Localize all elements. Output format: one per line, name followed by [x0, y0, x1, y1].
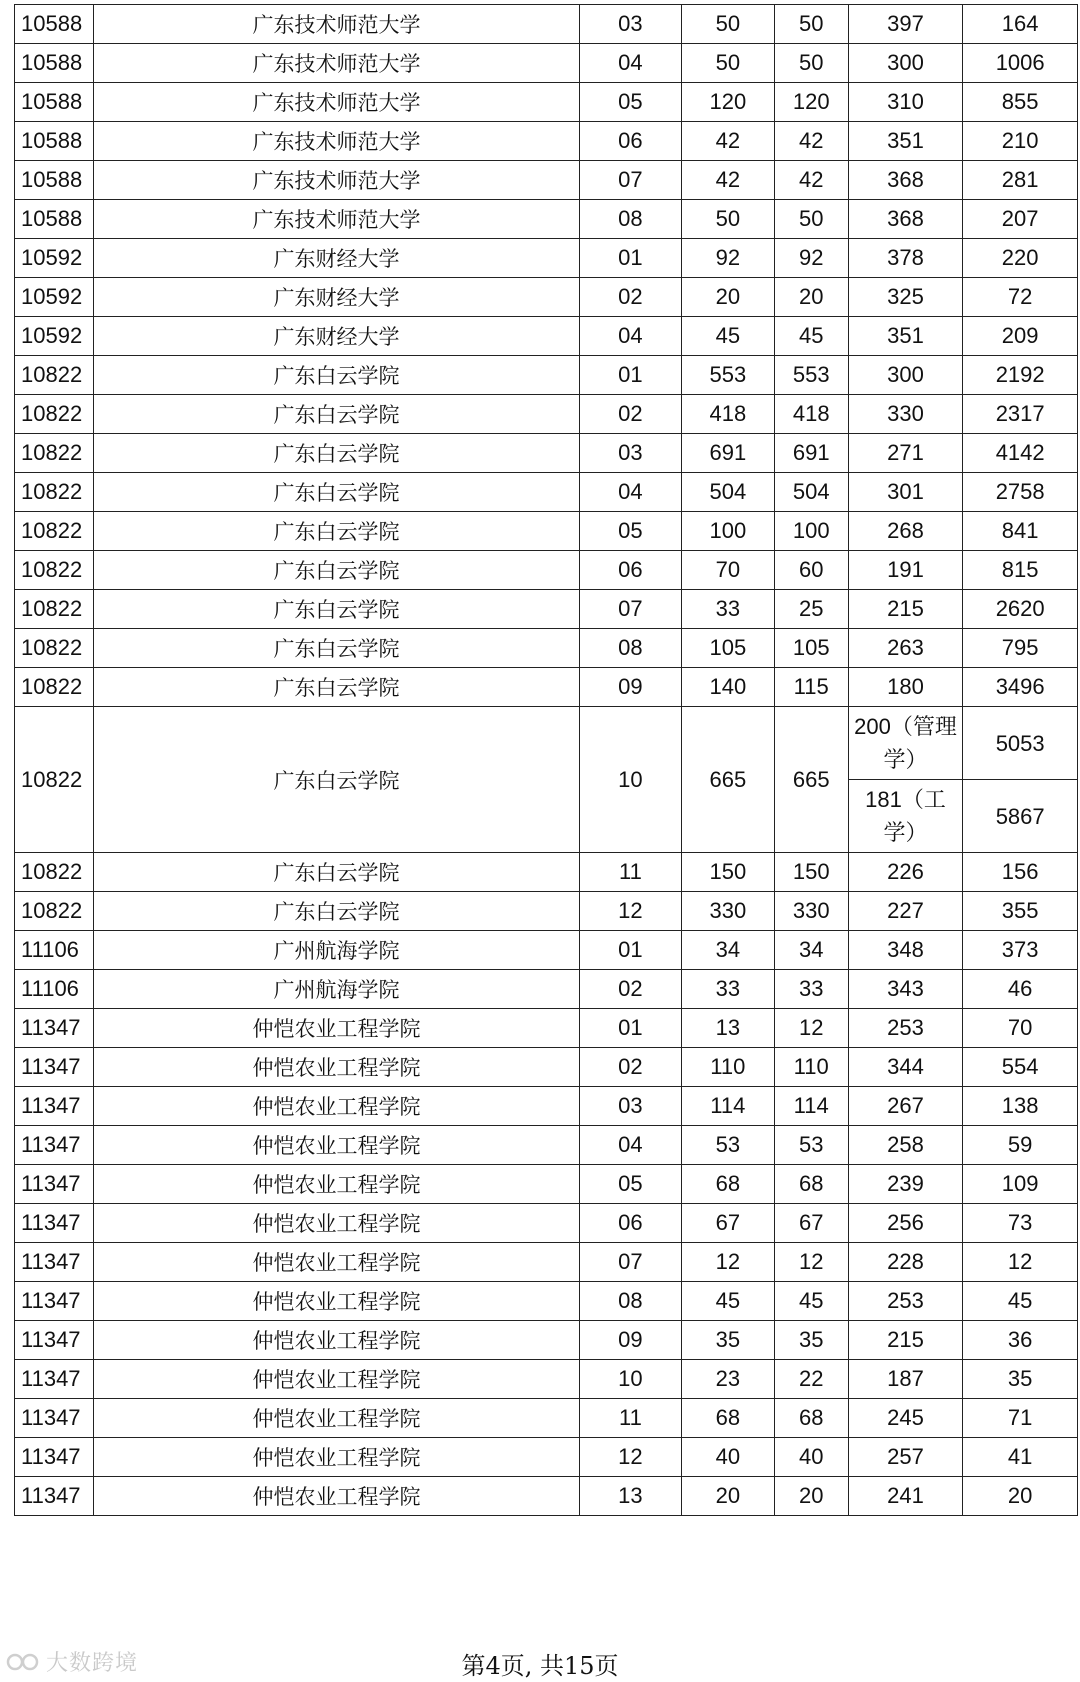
- min-score-cell: 228: [848, 1243, 963, 1282]
- admitted-count-cell: 114: [774, 1087, 848, 1126]
- plan-count-cell: 418: [681, 395, 774, 434]
- school-code-cell: 10588: [15, 200, 94, 239]
- major-code-cell: 05: [579, 1165, 681, 1204]
- admitted-count-cell: 42: [774, 161, 848, 200]
- plan-count-cell: 53: [681, 1126, 774, 1165]
- major-code-cell: 01: [579, 356, 681, 395]
- school-name-cell: 广东白云学院: [94, 629, 580, 668]
- school-name-cell: 广东技术师范大学: [94, 5, 580, 44]
- min-score-cell: 181（工学）: [848, 780, 963, 853]
- min-score-cell: 397: [848, 5, 963, 44]
- school-name-cell: 仲恺农业工程学院: [94, 1204, 580, 1243]
- table-row: [15, 434, 1078, 473]
- plan-count-cell: 33: [681, 970, 774, 1009]
- major-code-cell: 04: [579, 473, 681, 512]
- plan-count-cell: 20: [681, 278, 774, 317]
- school-name-cell: 广东白云学院: [94, 356, 580, 395]
- plan-count-cell: 34: [681, 931, 774, 970]
- min-score-cell: 241: [848, 1477, 963, 1516]
- applicant-count-cell: 281: [963, 161, 1078, 200]
- school-name-cell: 广东白云学院: [94, 551, 580, 590]
- table-row: [15, 1399, 1078, 1438]
- major-code-cell: 03: [579, 5, 681, 44]
- school-code-cell: 11347: [15, 1399, 94, 1438]
- admitted-count-cell: 33: [774, 970, 848, 1009]
- school-name-cell: 广东白云学院: [94, 853, 580, 892]
- table-row: [15, 473, 1078, 512]
- applicant-count-cell: 355: [963, 892, 1078, 931]
- applicant-count-cell: 815: [963, 551, 1078, 590]
- major-code-cell: 02: [579, 1048, 681, 1087]
- applicant-count-cell: 373: [963, 931, 1078, 970]
- major-code-cell: 10: [579, 707, 681, 853]
- applicant-count-cell: 12: [963, 1243, 1078, 1282]
- school-name-cell: 仲恺农业工程学院: [94, 1087, 580, 1126]
- table-row: [15, 1048, 1078, 1087]
- applicant-count-cell: 71: [963, 1399, 1078, 1438]
- table-row: [15, 239, 1078, 278]
- school-name-cell: 广东技术师范大学: [94, 200, 580, 239]
- plan-count-cell: 691: [681, 434, 774, 473]
- table-row: [15, 512, 1078, 551]
- table-row: [15, 892, 1078, 931]
- applicant-count-cell: 72: [963, 278, 1078, 317]
- admitted-count-cell: 418: [774, 395, 848, 434]
- school-code-cell: 10588: [15, 83, 94, 122]
- table-row: [15, 1438, 1078, 1477]
- min-score-cell: 300: [848, 356, 963, 395]
- min-score-cell: 343: [848, 970, 963, 1009]
- applicant-count-cell: 156: [963, 853, 1078, 892]
- admitted-count-cell: 25: [774, 590, 848, 629]
- school-name-cell: 广东技术师范大学: [94, 44, 580, 83]
- major-code-cell: 01: [579, 931, 681, 970]
- table-row: [15, 161, 1078, 200]
- major-code-cell: 05: [579, 83, 681, 122]
- admitted-count-cell: 53: [774, 1126, 848, 1165]
- min-score-cell: 351: [848, 317, 963, 356]
- applicant-count-cell: 210: [963, 122, 1078, 161]
- plan-count-cell: 68: [681, 1165, 774, 1204]
- applicant-count-cell: 554: [963, 1048, 1078, 1087]
- school-code-cell: 11347: [15, 1438, 94, 1477]
- major-code-cell: 02: [579, 278, 681, 317]
- plan-count-cell: 665: [681, 707, 774, 853]
- school-code-cell: 10822: [15, 668, 94, 707]
- table-row: [15, 44, 1078, 83]
- major-code-cell: 01: [579, 1009, 681, 1048]
- min-score-cell: 368: [848, 161, 963, 200]
- table-row: [15, 1321, 1078, 1360]
- min-score-cell: 245: [848, 1399, 963, 1438]
- applicant-count-cell: 220: [963, 239, 1078, 278]
- table-row: [15, 1477, 1078, 1516]
- applicant-count-cell: 2758: [963, 473, 1078, 512]
- plan-count-cell: 50: [681, 200, 774, 239]
- min-score-cell: 226: [848, 853, 963, 892]
- school-name-cell: 广东白云学院: [94, 892, 580, 931]
- table-row: [15, 317, 1078, 356]
- admitted-count-cell: 50: [774, 44, 848, 83]
- school-name-cell: 广州航海学院: [94, 970, 580, 1009]
- plan-count-cell: 40: [681, 1438, 774, 1477]
- admitted-count-cell: 691: [774, 434, 848, 473]
- min-score-cell: 215: [848, 590, 963, 629]
- school-code-cell: 11106: [15, 970, 94, 1009]
- school-name-cell: 仲恺农业工程学院: [94, 1438, 580, 1477]
- school-code-cell: 10592: [15, 278, 94, 317]
- admitted-count-cell: 120: [774, 83, 848, 122]
- applicant-count-cell: 109: [963, 1165, 1078, 1204]
- min-score-cell: 300: [848, 44, 963, 83]
- min-score-cell: 187: [848, 1360, 963, 1399]
- admitted-count-cell: 20: [774, 1477, 848, 1516]
- plan-count-cell: 12: [681, 1243, 774, 1282]
- school-code-cell: 11347: [15, 1282, 94, 1321]
- school-name-cell: 仲恺农业工程学院: [94, 1399, 580, 1438]
- plan-count-cell: 140: [681, 668, 774, 707]
- school-name-cell: 广东白云学院: [94, 434, 580, 473]
- applicant-count-cell: 5867: [963, 780, 1078, 853]
- min-score-cell: 253: [848, 1009, 963, 1048]
- school-name-cell: 广东白云学院: [94, 512, 580, 551]
- applicant-count-cell: 36: [963, 1321, 1078, 1360]
- applicant-count-cell: 1006: [963, 44, 1078, 83]
- applicant-count-cell: 45: [963, 1282, 1078, 1321]
- major-code-cell: 12: [579, 892, 681, 931]
- school-code-cell: 10588: [15, 161, 94, 200]
- min-score-cell: 330: [848, 395, 963, 434]
- admitted-count-cell: 45: [774, 317, 848, 356]
- major-code-cell: 03: [579, 434, 681, 473]
- major-code-cell: 11: [579, 1399, 681, 1438]
- school-name-cell: 广东白云学院: [94, 473, 580, 512]
- school-code-cell: 11347: [15, 1126, 94, 1165]
- table-row: [15, 551, 1078, 590]
- min-score-cell: 180: [848, 668, 963, 707]
- plan-count-cell: 70: [681, 551, 774, 590]
- applicant-count-cell: 59: [963, 1126, 1078, 1165]
- applicant-count-cell: 2620: [963, 590, 1078, 629]
- plan-count-cell: 50: [681, 44, 774, 83]
- min-score-cell: 310: [848, 83, 963, 122]
- table-row: [15, 1204, 1078, 1243]
- applicant-count-cell: 41: [963, 1438, 1078, 1477]
- school-code-cell: 10588: [15, 122, 94, 161]
- major-code-cell: 06: [579, 551, 681, 590]
- plan-count-cell: 504: [681, 473, 774, 512]
- school-code-cell: 10822: [15, 853, 94, 892]
- min-score-cell: 378: [848, 239, 963, 278]
- major-code-cell: 04: [579, 317, 681, 356]
- school-name-cell: 广东财经大学: [94, 239, 580, 278]
- school-code-cell: 10592: [15, 317, 94, 356]
- major-code-cell: 02: [579, 395, 681, 434]
- min-score-cell: 271: [848, 434, 963, 473]
- major-code-cell: 07: [579, 1243, 681, 1282]
- table-row: [15, 629, 1078, 668]
- school-name-cell: 仲恺农业工程学院: [94, 1477, 580, 1516]
- admitted-count-cell: 100: [774, 512, 848, 551]
- min-score-cell: 191: [848, 551, 963, 590]
- applicant-count-cell: 841: [963, 512, 1078, 551]
- school-name-cell: 仲恺农业工程学院: [94, 1321, 580, 1360]
- school-name-cell: 仲恺农业工程学院: [94, 1165, 580, 1204]
- school-name-cell: 广东技术师范大学: [94, 122, 580, 161]
- school-code-cell: 10822: [15, 551, 94, 590]
- major-code-cell: 09: [579, 668, 681, 707]
- min-score-cell: 253: [848, 1282, 963, 1321]
- applicant-count-cell: 2192: [963, 356, 1078, 395]
- major-code-cell: 09: [579, 1321, 681, 1360]
- min-score-cell: 263: [848, 629, 963, 668]
- major-code-cell: 07: [579, 161, 681, 200]
- applicant-count-cell: 164: [963, 5, 1078, 44]
- admitted-count-cell: 40: [774, 1438, 848, 1477]
- plan-count-cell: 35: [681, 1321, 774, 1360]
- table-row: [15, 853, 1078, 892]
- admission-table: [14, 4, 1078, 1516]
- table-row: [15, 83, 1078, 122]
- plan-count-cell: 120: [681, 83, 774, 122]
- school-name-cell: 广东财经大学: [94, 278, 580, 317]
- table-row: [15, 590, 1078, 629]
- table-row: [15, 122, 1078, 161]
- applicant-count-cell: 3496: [963, 668, 1078, 707]
- major-code-cell: 04: [579, 44, 681, 83]
- school-name-cell: 仲恺农业工程学院: [94, 1126, 580, 1165]
- min-score-cell: 348: [848, 931, 963, 970]
- plan-count-cell: 50: [681, 5, 774, 44]
- plan-count-cell: 553: [681, 356, 774, 395]
- major-code-cell: 08: [579, 1282, 681, 1321]
- table-row: [15, 931, 1078, 970]
- plan-count-cell: 67: [681, 1204, 774, 1243]
- admitted-count-cell: 68: [774, 1399, 848, 1438]
- table-row: [15, 1282, 1078, 1321]
- admitted-count-cell: 68: [774, 1165, 848, 1204]
- admitted-count-cell: 20: [774, 278, 848, 317]
- school-code-cell: 11347: [15, 1087, 94, 1126]
- table-row: [15, 356, 1078, 395]
- min-score-cell: 200（管理学）: [848, 707, 963, 780]
- plan-count-cell: 33: [681, 590, 774, 629]
- plan-count-cell: 42: [681, 161, 774, 200]
- school-name-cell: 广东财经大学: [94, 317, 580, 356]
- school-code-cell: 10822: [15, 395, 94, 434]
- school-code-cell: 10822: [15, 892, 94, 931]
- applicant-count-cell: 207: [963, 200, 1078, 239]
- admitted-count-cell: 60: [774, 551, 848, 590]
- major-code-cell: 05: [579, 512, 681, 551]
- admitted-count-cell: 150: [774, 853, 848, 892]
- table-row: [15, 1243, 1078, 1282]
- school-code-cell: 10822: [15, 590, 94, 629]
- major-code-cell: 08: [579, 629, 681, 668]
- plan-count-cell: 42: [681, 122, 774, 161]
- major-code-cell: 06: [579, 1204, 681, 1243]
- min-score-cell: 257: [848, 1438, 963, 1477]
- school-name-cell: 仲恺农业工程学院: [94, 1360, 580, 1399]
- admitted-count-cell: 22: [774, 1360, 848, 1399]
- min-score-cell: 215: [848, 1321, 963, 1360]
- major-code-cell: 02: [579, 970, 681, 1009]
- min-score-cell: 344: [848, 1048, 963, 1087]
- major-code-cell: 01: [579, 239, 681, 278]
- plan-count-cell: 114: [681, 1087, 774, 1126]
- applicant-count-cell: 4142: [963, 434, 1078, 473]
- min-score-cell: 325: [848, 278, 963, 317]
- school-code-cell: 11347: [15, 1321, 94, 1360]
- school-name-cell: 广东白云学院: [94, 590, 580, 629]
- school-code-cell: 10588: [15, 5, 94, 44]
- min-score-cell: 258: [848, 1126, 963, 1165]
- school-name-cell: 广东技术师范大学: [94, 83, 580, 122]
- table-row: [15, 200, 1078, 239]
- plan-count-cell: 45: [681, 1282, 774, 1321]
- admitted-count-cell: 92: [774, 239, 848, 278]
- school-name-cell: 广东白云学院: [94, 707, 580, 853]
- admitted-count-cell: 665: [774, 707, 848, 853]
- school-code-cell: 10822: [15, 434, 94, 473]
- table-row: [15, 1126, 1078, 1165]
- plan-count-cell: 13: [681, 1009, 774, 1048]
- plan-count-cell: 100: [681, 512, 774, 551]
- school-name-cell: 广州航海学院: [94, 931, 580, 970]
- major-code-cell: 03: [579, 1087, 681, 1126]
- applicant-count-cell: 73: [963, 1204, 1078, 1243]
- school-code-cell: 10592: [15, 239, 94, 278]
- admitted-count-cell: 42: [774, 122, 848, 161]
- table-row: [15, 668, 1078, 707]
- page-number: 第4页, 共15页: [461, 1652, 619, 1680]
- plan-count-cell: 330: [681, 892, 774, 931]
- school-code-cell: 10588: [15, 44, 94, 83]
- applicant-count-cell: 138: [963, 1087, 1078, 1126]
- admitted-count-cell: 67: [774, 1204, 848, 1243]
- applicant-count-cell: 46: [963, 970, 1078, 1009]
- min-score-cell: 268: [848, 512, 963, 551]
- plan-count-cell: 45: [681, 317, 774, 356]
- major-code-cell: 08: [579, 200, 681, 239]
- admitted-count-cell: 330: [774, 892, 848, 931]
- school-name-cell: 仲恺农业工程学院: [94, 1282, 580, 1321]
- admitted-count-cell: 110: [774, 1048, 848, 1087]
- school-code-cell: 11347: [15, 1009, 94, 1048]
- admitted-count-cell: 12: [774, 1243, 848, 1282]
- table-row: [15, 5, 1078, 44]
- admitted-count-cell: 12: [774, 1009, 848, 1048]
- applicant-count-cell: 20: [963, 1477, 1078, 1516]
- school-code-cell: 11347: [15, 1243, 94, 1282]
- major-code-cell: 13: [579, 1477, 681, 1516]
- admitted-count-cell: 504: [774, 473, 848, 512]
- applicant-count-cell: 209: [963, 317, 1078, 356]
- admitted-count-cell: 115: [774, 668, 848, 707]
- table-row: [15, 278, 1078, 317]
- school-name-cell: 仲恺农业工程学院: [94, 1048, 580, 1087]
- plan-count-cell: 110: [681, 1048, 774, 1087]
- min-score-cell: 239: [848, 1165, 963, 1204]
- min-score-cell: 351: [848, 122, 963, 161]
- school-name-cell: 广东技术师范大学: [94, 161, 580, 200]
- school-code-cell: 11347: [15, 1477, 94, 1516]
- admitted-count-cell: 50: [774, 5, 848, 44]
- table-row: [15, 395, 1078, 434]
- major-code-cell: 10: [579, 1360, 681, 1399]
- school-code-cell: 10822: [15, 356, 94, 395]
- watermark-text: 大数跨境: [46, 1651, 139, 1676]
- min-score-cell: 301: [848, 473, 963, 512]
- min-score-cell: 368: [848, 200, 963, 239]
- table-row: [15, 1360, 1078, 1399]
- applicant-count-cell: 70: [963, 1009, 1078, 1048]
- school-code-cell: 11347: [15, 1204, 94, 1243]
- applicant-count-cell: 855: [963, 83, 1078, 122]
- admitted-count-cell: 45: [774, 1282, 848, 1321]
- school-code-cell: 11106: [15, 931, 94, 970]
- table-row: [15, 1165, 1078, 1204]
- school-code-cell: 10822: [15, 473, 94, 512]
- plan-count-cell: 68: [681, 1399, 774, 1438]
- major-code-cell: 06: [579, 122, 681, 161]
- school-name-cell: 广东白云学院: [94, 668, 580, 707]
- school-name-cell: 仲恺农业工程学院: [94, 1009, 580, 1048]
- school-name-cell: 广东白云学院: [94, 395, 580, 434]
- plan-count-cell: 92: [681, 239, 774, 278]
- min-score-cell: 267: [848, 1087, 963, 1126]
- table-row: [15, 1009, 1078, 1048]
- plan-count-cell: 23: [681, 1360, 774, 1399]
- table-row-split: [15, 707, 1078, 780]
- major-code-cell: 12: [579, 1438, 681, 1477]
- school-name-cell: 仲恺农业工程学院: [94, 1243, 580, 1282]
- admission-table-body: [15, 5, 1078, 1516]
- admitted-count-cell: 50: [774, 200, 848, 239]
- admitted-count-cell: 105: [774, 629, 848, 668]
- table-row: [15, 970, 1078, 1009]
- admitted-count-cell: 34: [774, 931, 848, 970]
- school-code-cell: 10822: [15, 629, 94, 668]
- plan-count-cell: 20: [681, 1477, 774, 1516]
- school-code-cell: 11347: [15, 1360, 94, 1399]
- school-code-cell: 10822: [15, 707, 94, 853]
- school-code-cell: 10822: [15, 512, 94, 551]
- plan-count-cell: 105: [681, 629, 774, 668]
- major-code-cell: 04: [579, 1126, 681, 1165]
- applicant-count-cell: 795: [963, 629, 1078, 668]
- school-code-cell: 11347: [15, 1165, 94, 1204]
- school-code-cell: 11347: [15, 1048, 94, 1087]
- admitted-count-cell: 553: [774, 356, 848, 395]
- table-row: [15, 1087, 1078, 1126]
- major-code-cell: 07: [579, 590, 681, 629]
- plan-count-cell: 150: [681, 853, 774, 892]
- applicant-count-cell: 2317: [963, 395, 1078, 434]
- applicant-count-cell: 5053: [963, 707, 1078, 780]
- admitted-count-cell: 35: [774, 1321, 848, 1360]
- applicant-count-cell: 35: [963, 1360, 1078, 1399]
- min-score-cell: 256: [848, 1204, 963, 1243]
- min-score-cell: 227: [848, 892, 963, 931]
- major-code-cell: 11: [579, 853, 681, 892]
